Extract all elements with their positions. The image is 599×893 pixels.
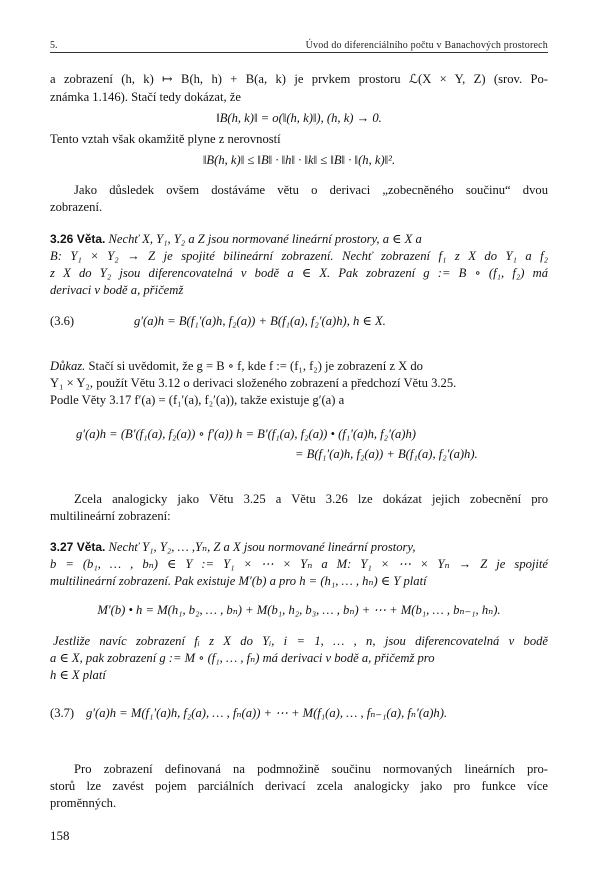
theorem-text: multilineární zobrazení. Pak existuje M′(b) a pro h = (h₁, … , hₙ) ∈ Y platí xyxy=(50,574,427,588)
page-number: 158 xyxy=(50,828,70,843)
theorem-text: B: Y₁ × Y₂ → Z je spojité bilineární zobrazení. Nechť zobrazení f₁ z X do Y₁ a f₂ xyxy=(50,249,548,263)
theorem-text: Nechť X, Y₁, Y₂ a Z jsou normované lineární prostory, a ∈ X a xyxy=(108,232,422,246)
theorem-line xyxy=(50,540,548,555)
equation: g′(a)h = (B′(f₁(a), f₂(a)) ∘ f′(a)) h = B′(f₁(a), f₂(a)) • (f₁′(a)h, f₂′(a)h) xyxy=(76,427,416,441)
text-line: proměnných. xyxy=(50,796,117,810)
running-header xyxy=(50,40,548,54)
proof-text: Y₁ × Y₂, použít Větu 3.12 o derivaci složeného zobrazení a předchozí Větu 3.25. xyxy=(50,376,457,390)
text-line: storů lze zavést pojem parciálních derivací zcela analogicky jako pro funkce více xyxy=(50,779,548,793)
equation-number: (3.6) xyxy=(50,314,75,328)
proof-text: Stačí si uvědomit, že g = B ∘ f, kde f := (f₁, f₂) je zobrazení z X do xyxy=(88,359,423,373)
proof-label: Důkaz. xyxy=(50,359,86,373)
text-line: Jako důsledek ovšem dostáváme větu o derivaci „zobecněného součinu“ dvou xyxy=(74,183,548,197)
theorem-text: derivaci v bodě a, přičemž xyxy=(50,283,184,297)
text-line: Zcela analogicky jako Větu 3.25 a Větu 3.26 lze dokázat jejich zobecnění pro xyxy=(74,492,548,506)
text-line: zobrazení. xyxy=(50,200,103,214)
theorem-label: 3.26 Věta. xyxy=(50,232,106,246)
text-line: Tento vztah však okamžitě plyne z nerovností xyxy=(50,132,281,146)
theorem-text: z X do Y₂ jsou diferencovatelná v bodě a ∈ X. Pak zobrazení g := B ∘ (f₁, f₂) má xyxy=(50,266,548,280)
theorem-text: Jestliže navíc zobrazení fᵢ z X do Yᵢ, i = 1, … , n, jsou diferencovatelná v bodě xyxy=(53,634,548,648)
chapter-number: 5. xyxy=(50,40,58,51)
text-line: známka 1.146). Stačí tedy dokázat, že xyxy=(50,90,241,104)
text-line: multilineární zobrazení: xyxy=(50,509,171,523)
equation: M′(b) • h = M(h₁, b₂, … , bₙ) + M(b₁, h₂, b₃, … , bₙ) + ⋯ + M(b₁, … , bₙ₋₁, hₙ). xyxy=(97,603,501,617)
theorem-line xyxy=(50,232,548,247)
text-line: a zobrazení (h, k) ↦ B(h, h) + B(a, k) je prvkem prostoru ℒ(X × Y, Z) (srov. Po- xyxy=(50,72,548,86)
theorem-text: a ∈ X, pak zobrazení g := M ∘ (f₁, … , fₙ) má derivaci v bodě a, přičemž pro xyxy=(50,651,435,665)
theorem-text: b = (b₁, … , bₙ) ∈ Y := Y₁ × ⋯ × Yₙ a M: Y₁ × ⋯ × Yₙ → Z je spojité xyxy=(50,557,548,571)
header-rule xyxy=(50,52,548,53)
equation: ‖B(h, k)‖ = o(‖(h, k)‖), (h, k) → 0. xyxy=(216,111,382,125)
equation-number: (3.7) xyxy=(50,706,75,720)
equation: g′(a)h = B(f₁′(a)h, f₂(a)) + B(f₁(a), f₂′(a)h), h ∈ X. xyxy=(134,314,386,328)
proof-text: Podle Věty 3.17 f′(a) = (f₁′(a), f₂′(a)), takže existuje g′(a) a xyxy=(50,393,345,407)
equation: g′(a)h = M(f₁′(a)h, f₂(a), … , fₙ(a)) + ⋯ + M(f₁(a), … , fₙ₋₁(a), fₙ′(a)h). xyxy=(86,706,448,720)
equation: ‖B(h, k)‖ ≤ ‖B‖ · ‖h‖ · ‖k‖ ≤ ‖B‖ · ‖(h, k)‖². xyxy=(202,153,396,167)
equation: = B(f₁′(a)h, f₂(a)) + B(f₁(a), f₂′(a)h). xyxy=(295,447,478,461)
proof-line xyxy=(50,359,548,374)
chapter-title: Úvod do diferenciálního počtu v Banachových prostorech xyxy=(305,40,548,51)
theorem-text: Nechť Y₁, Y₂, … ,Yₙ, Z a X jsou normované lineární prostory, xyxy=(108,540,416,554)
text-line: Pro zobrazení definovaná na podmnožině součinu normovaných lineárních pro- xyxy=(74,762,548,776)
theorem-label: 3.27 Věta. xyxy=(50,540,106,554)
theorem-text: h ∈ X platí xyxy=(50,668,106,682)
